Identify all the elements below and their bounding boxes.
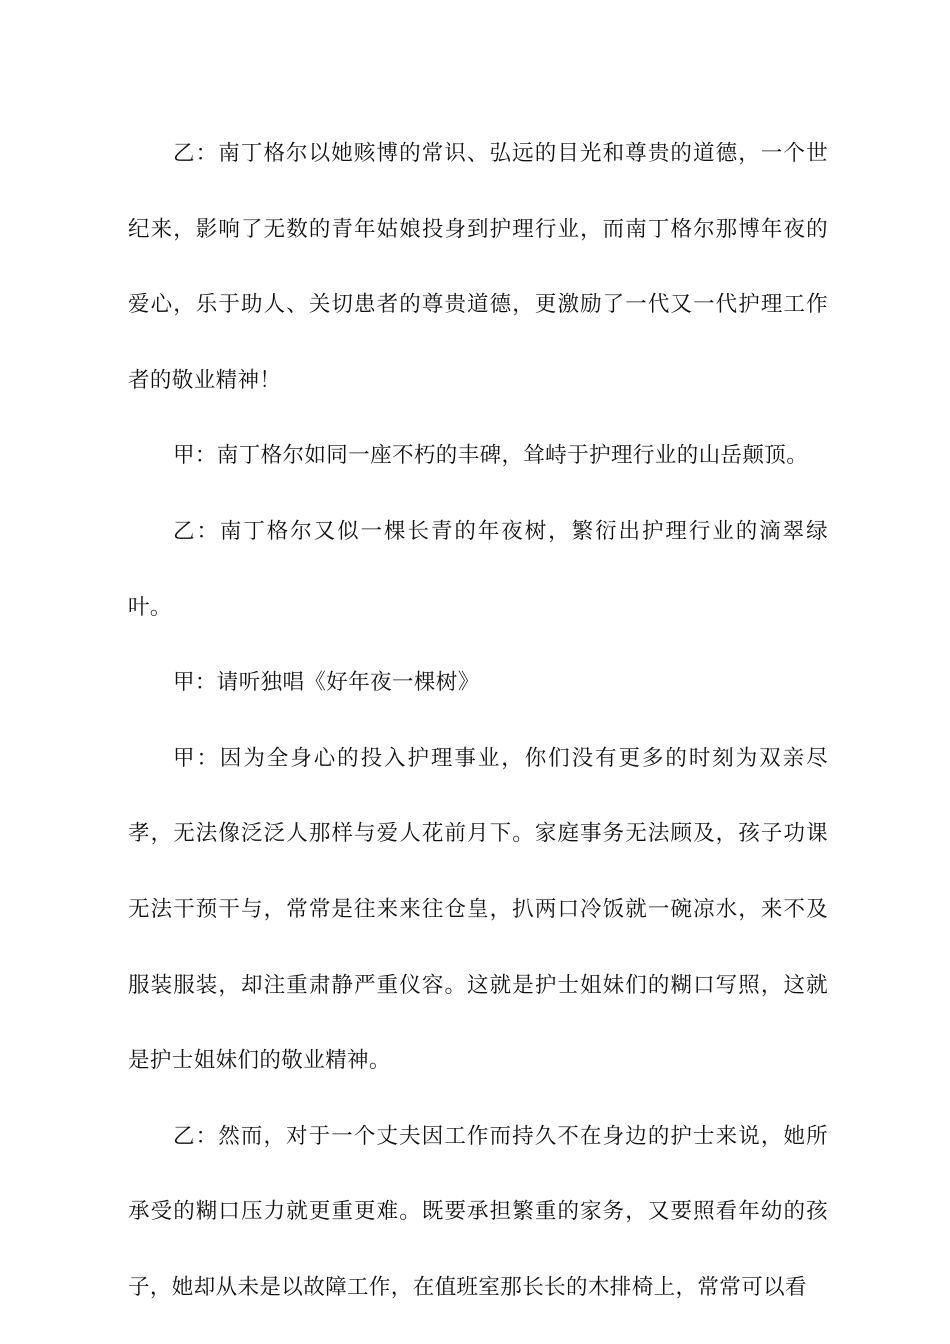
paragraph-1: 乙：南丁格尔以她赅博的常识、弘远的目光和尊贵的道德，一个世纪来，影响了无数的青年姑娘投身到护理行业，而南丁格尔那博年夜的爱心，乐于助人、关切患者的尊贵道德，更激励了一代又一代护理工作者的敬业精神！ — [128, 141, 828, 393]
paragraph-2: 甲：南丁格尔如同一座不朽的丰碑，耸峙于护理行业的山岳颠顶。 — [173, 443, 809, 469]
paragraph-4: 甲：请听独唱《好年夜一棵树》 — [173, 670, 480, 696]
paragraph-6: 乙：然而，对于一个丈夫因工作而持久不在身边的护士来说，她所承受的糊口压力就更重更难。既要承担繁重的家务，又要照看年幼的孩子，她却从未是以故障工作，在值班室那长长的木排椅上，常常可以看 — [128, 1123, 828, 1300]
paragraph-5: 甲：因为全身心的投入护理事业，你们没有更多的时刻为双亲尽孝，无法像泛泛人那样与爱人花前月下。家庭事务无法顾及，孩子功课无法干预干与，常常是往来来往仓皇，扒两口冷饭就一碗凉水，来不及服装服装，却注重肃静严重仪容。这就是护士姐妹们的糊口写照，这就是护士姐妹们的敬业精神。 — [128, 745, 828, 1074]
document-body — [128, 116, 828, 1326]
paragraph-3: 乙：南丁格尔又似一棵长青的年夜树，繁衍出护理行业的滴翠绿叶。 — [128, 518, 828, 620]
